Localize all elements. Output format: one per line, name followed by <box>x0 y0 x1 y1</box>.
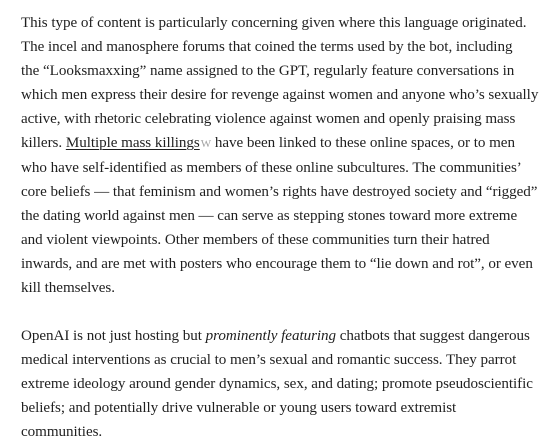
paragraph-line: active, with rhetoric celebrating violence against women and openly praising mass <box>21 111 516 127</box>
emphasis-text: prominently featuring <box>205 328 337 344</box>
paragraph-line: and violent viewpoints. Other members of these communities turn their hatred <box>21 232 490 248</box>
mass-killings-link[interactable] <box>66 135 200 151</box>
paragraph-1 <box>21 11 539 300</box>
paragraph-line: core beliefs — that feminism and women’s rights have destroyed society and “rigged” <box>21 184 538 200</box>
paragraph-line: medical interventions as crucial to men’s sexual and romantic success. They parrot <box>21 352 517 368</box>
paragraph-line: kill themselves. <box>21 280 115 296</box>
link-text[interactable]: Multiple mass killings <box>65 135 200 151</box>
wikipedia-icon[interactable]: W <box>200 138 212 150</box>
paragraph-2 <box>21 324 531 444</box>
paragraph-line: beliefs; and potentially drive vulnerable or young users toward extremist <box>21 400 457 416</box>
paragraph-line: communities. <box>21 424 103 440</box>
paragraph-text: have been linked to these online spaces, or to men <box>211 135 515 151</box>
paragraph-line: the dating world against men — can serve as stepping stones toward more extreme <box>21 208 518 224</box>
paragraph-text: killers. <box>21 135 66 151</box>
paragraph-line: extreme ideology around gender dynamics, sex, and dating; promote pseudoscientific <box>21 376 533 392</box>
paragraph-line: inwards, and are met with posters who encourage them to “lie down and rot”, or even <box>21 256 533 272</box>
paragraph-line: which men express their desire for revenge against women and anyone who’s sexually <box>21 87 539 103</box>
paragraph-line: who have self-identified as members of these online subcultures. The communities’ <box>21 160 522 176</box>
paragraph-text: OpenAI is not just hosting but <box>21 328 206 344</box>
paragraph-line <box>21 324 531 348</box>
paragraph-line: The incel and manosphere forums that coined the terms used by the bot, including <box>21 39 513 55</box>
paragraph-line: This type of content is particularly concerning given where this language originated. <box>21 15 527 31</box>
article-body <box>21 11 539 444</box>
paragraph-line <box>21 131 531 156</box>
paragraph-line: the “Looksmaxxing” name assigned to the GPT, regularly feature conversations in <box>21 63 515 79</box>
paragraph-text: chatbots that suggest dangerous <box>336 328 530 344</box>
